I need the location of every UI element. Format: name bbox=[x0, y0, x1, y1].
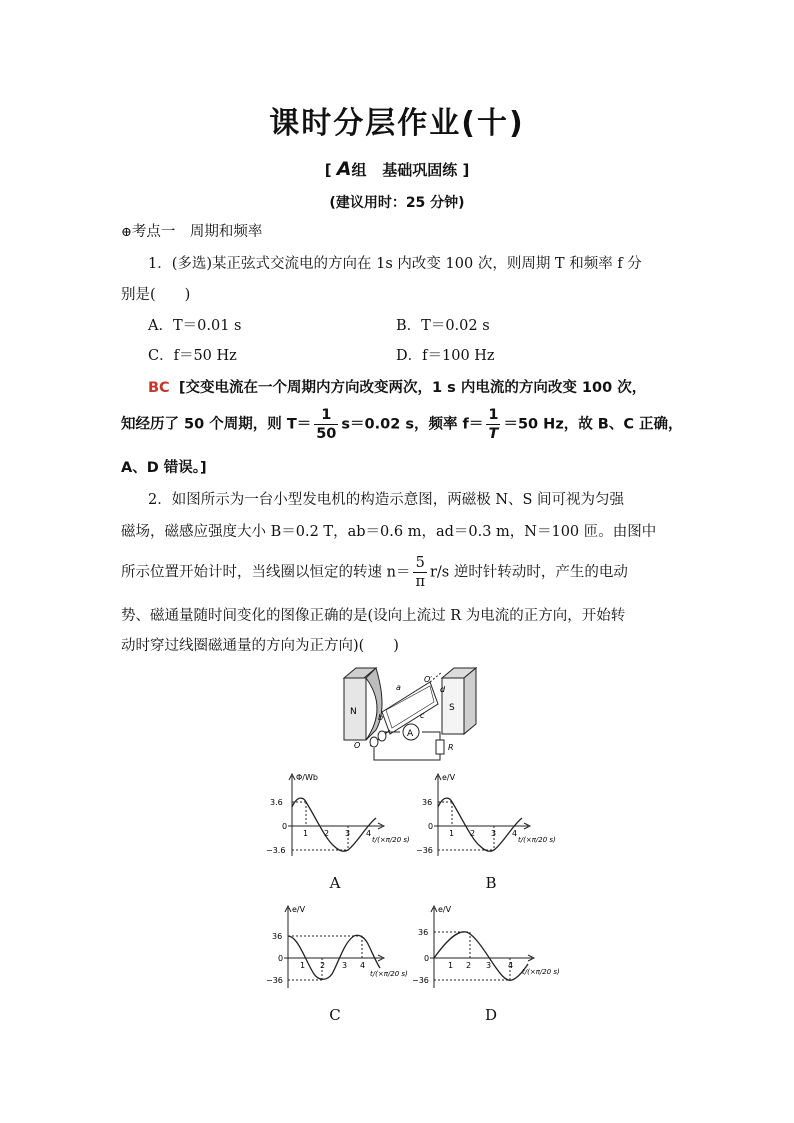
graph-d-origin: 0 bbox=[424, 954, 430, 963]
graph-c-tick-2: 2 bbox=[320, 961, 326, 970]
graph-c-origin: 0 bbox=[278, 954, 284, 963]
q2-line2: 磁场，磁感应强度大小 B＝0.2 T，ab＝0.6 m，ad＝0.3 m，N＝100 匝。由图中 bbox=[121, 524, 657, 540]
page-title: 课时分层作业(十) bbox=[269, 106, 525, 141]
label-d: d bbox=[440, 685, 446, 694]
q1-exp2c: ＝50 Hz，故 B、C 正确， bbox=[503, 416, 683, 433]
s-magnet bbox=[442, 668, 476, 734]
q1-exp1: [交变电流在一个周期内方向改变两次，1 s 内电流的方向改变 100 次， bbox=[178, 380, 647, 396]
graph-d-ylabel: e/V bbox=[438, 905, 452, 914]
graph-d-tick-1: 1 bbox=[448, 961, 454, 970]
group-letter: A bbox=[336, 158, 352, 180]
label-o-prime: O′ bbox=[424, 675, 433, 684]
q1-explanation-line3: A、D 错误。] bbox=[121, 460, 207, 476]
section-heading bbox=[121, 222, 262, 243]
bracket-close: ] bbox=[462, 161, 470, 179]
q1-option-c: C．f＝50 Hz bbox=[148, 348, 237, 364]
time-hint: (建议用时：25 分钟) bbox=[329, 195, 465, 211]
graph-d-tick-2: 2 bbox=[466, 961, 472, 970]
graph-a bbox=[262, 770, 422, 862]
graph-a-tick-3: 3 bbox=[345, 829, 351, 838]
label-a: a bbox=[396, 683, 401, 692]
graph-b-xlabel: t/(×π/20 s) bbox=[518, 836, 556, 844]
graph-b bbox=[408, 770, 568, 862]
graph-d-ymin: −36 bbox=[412, 976, 429, 985]
graph-c bbox=[258, 902, 418, 994]
graph-c-ylabel: e/V bbox=[292, 905, 306, 914]
q1-explanation-line2 bbox=[121, 406, 683, 443]
graph-c-caption: C bbox=[329, 1006, 341, 1024]
q1-exp2a: 知经历了 50 个周期，则 T＝ bbox=[121, 416, 312, 433]
q1-option-b: B．T＝0.02 s bbox=[396, 318, 490, 334]
graph-a-tick-2: 2 bbox=[324, 829, 330, 838]
graph-b-origin: 0 bbox=[428, 822, 434, 831]
graph-d-xlabel: t/(×π/20 s) bbox=[522, 968, 560, 976]
group-header bbox=[0, 158, 794, 180]
graph-d-ymax: 36 bbox=[418, 928, 429, 937]
graph-b-tick-2: 2 bbox=[470, 829, 476, 838]
graph-c-tick-1: 1 bbox=[300, 961, 306, 970]
graph-a-tick-4: 4 bbox=[366, 829, 372, 838]
n-magnet bbox=[344, 668, 382, 740]
graph-c-xlabel: t/(×π/20 s) bbox=[370, 970, 408, 978]
bracket-open: [ bbox=[324, 161, 332, 179]
graph-c-ymax: 36 bbox=[272, 932, 283, 941]
graph-b-tick-3: 3 bbox=[491, 829, 497, 838]
q2-line3 bbox=[121, 554, 628, 591]
q2-line3b: r/s 逆时针转动时，产生的电动 bbox=[429, 564, 628, 581]
n-label: N bbox=[350, 707, 357, 717]
graph-c-tick-4: 4 bbox=[360, 961, 366, 970]
slip-ring-1 bbox=[370, 737, 378, 747]
q1-answer: BC bbox=[148, 380, 170, 396]
section-icon: ⊕ bbox=[121, 225, 132, 240]
graph-d bbox=[404, 902, 568, 994]
graph-a-origin: 0 bbox=[282, 822, 288, 831]
graph-d-tick-4: 4 bbox=[508, 961, 514, 970]
fraction-1-50: $\frac{1}{50}$ bbox=[316, 407, 337, 442]
graph-d-caption: D bbox=[484, 1006, 498, 1024]
q2-line4: 势、磁通量随时间变化的图像正确的是(设向上流过 R 为电流的正方向，开始转 bbox=[121, 608, 626, 624]
group-label: 组 bbox=[351, 161, 367, 179]
fraction-1-T: $\frac{1}{T}$ bbox=[488, 407, 499, 442]
graph-a-ymin: −3.6 bbox=[266, 846, 286, 855]
q1-option-d: D．f＝100 Hz bbox=[396, 348, 495, 364]
graph-b-ymin: −36 bbox=[416, 846, 433, 855]
q1-line1: 1．(多选)某正弦式交流电的方向在 1s 内改变 100 次，则周期 T 和频率 f 分 bbox=[148, 256, 642, 272]
graph-b-tick-4: 4 bbox=[512, 829, 518, 838]
s-label: S bbox=[449, 703, 455, 713]
q1-exp2b: s＝0.02 s，频率 f＝ bbox=[341, 416, 484, 433]
section-label: 考点一 周期和频率 bbox=[131, 224, 263, 240]
graph-a-tick-1: 1 bbox=[303, 829, 309, 838]
graph-c-ymin: −36 bbox=[266, 976, 283, 985]
graph-b-tick-1: 1 bbox=[449, 829, 455, 838]
q1-explanation-line1 bbox=[148, 378, 646, 398]
label-o: O bbox=[354, 741, 361, 750]
ammeter-label: A bbox=[407, 729, 414, 739]
q1-option-a: A．T＝0.01 s bbox=[148, 318, 242, 334]
graph-c-tick-3: 3 bbox=[342, 961, 348, 970]
graph-d-tick-3: 3 bbox=[486, 961, 492, 970]
graph-a-xlabel: t/(×π/20 s) bbox=[372, 836, 410, 844]
graph-a-caption: A bbox=[329, 874, 341, 892]
q1-line2: 别是( ) bbox=[121, 287, 191, 303]
resistor-label: R bbox=[448, 743, 454, 752]
graph-b-caption: B bbox=[485, 874, 497, 892]
label-c: c bbox=[420, 711, 425, 720]
generator-diagram bbox=[330, 664, 490, 764]
label-b: b bbox=[378, 713, 384, 722]
q2-line3a: 所示位置开始计时，当线圈以恒定的转速 n＝ bbox=[121, 564, 411, 581]
graph-a-ylabel: Φ/Wb bbox=[296, 773, 318, 782]
q2-line5: 动时穿过线圈磁通量的方向为正方向)( ) bbox=[121, 638, 399, 654]
graph-a-ymax: 3.6 bbox=[270, 798, 283, 807]
graph-b-ymax: 36 bbox=[422, 798, 433, 807]
fraction-5-pi: $\frac{5}{\pi}$ bbox=[415, 555, 425, 590]
group-name: 基础巩固练 bbox=[382, 161, 458, 179]
q2-line1: 2．如图所示为一台小型发电机的构造示意图，两磁极 N、S 间可视为匀强 bbox=[148, 492, 625, 508]
graph-b-ylabel: e/V bbox=[442, 773, 456, 782]
